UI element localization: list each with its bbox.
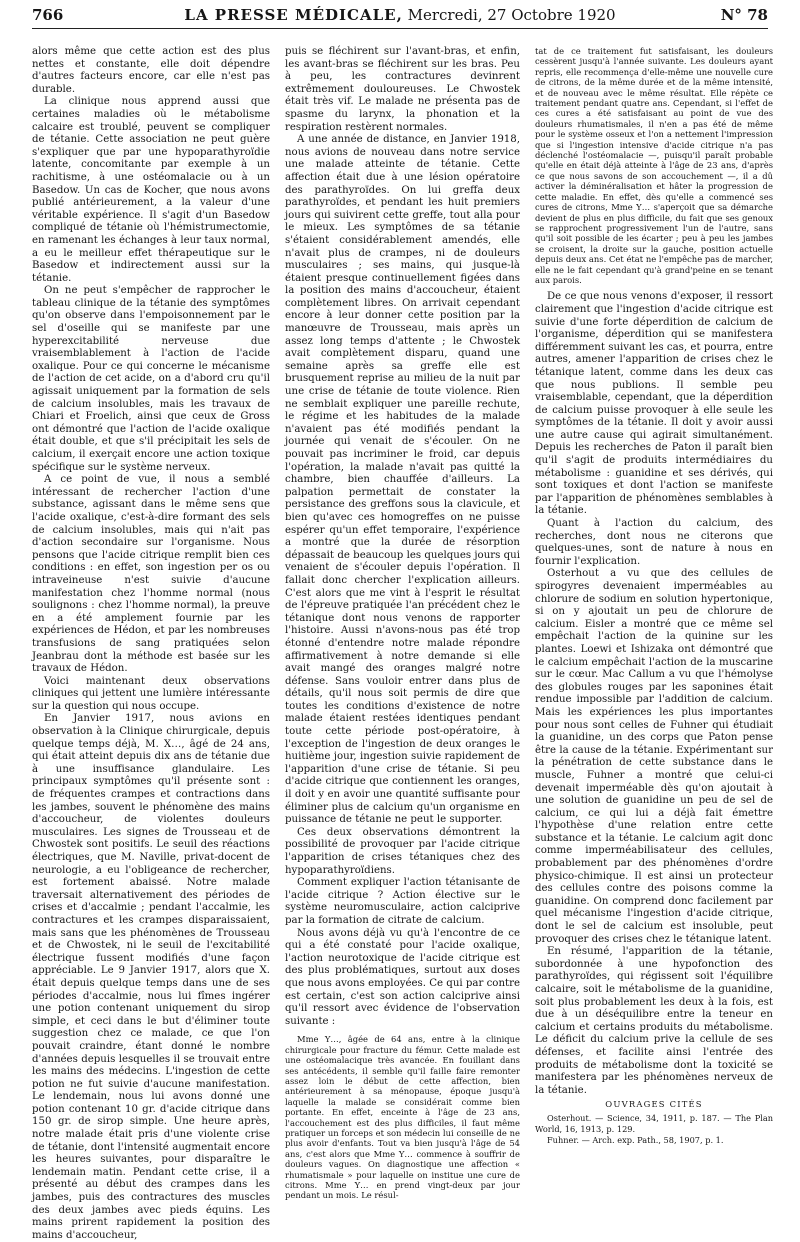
paragraph: Voici maintenant deux observations cliniques qui jettent une lumière intéressante sur la question qui nous occupe.: [32, 675, 270, 712]
running-title: [32, 6, 768, 24]
masthead: LA PRESSE MÉDICALE,: [184, 6, 403, 24]
references-heading: OUVRAGES CITÉS: [605, 1099, 703, 1110]
paragraph: Ces deux observations démontrent la possibilité de provoquer par l'acide citrique l'apparition de crises tétaniques chez des hypoparathyroïdiens.: [285, 826, 520, 876]
paragraph: Quant à l'action du calcium, des recherches, dont nous ne citerons que quelques-unes, sont de nature à nous en fournir l'explication.: [535, 518, 773, 567]
issue-date: Mercredi, 27 Octobre 1920: [407, 6, 616, 24]
paragraph: En Janvier 1917, nous avions en observation à la Clinique chirurgicale, depuis quelque temps déjà, M. X…, âgé de 24 ans, qui était atteint depuis dix ans de tétanie due à une insuffisance glandulaire. Les principaux symptômes qu'il présente sont : de fréquentes crampes et contractions dans les jambes, souvent le phénomène des mains d'accoucheur, de violentes douleurs musculaires. Les signes de Trousseau et de Chwostek sont positifs. Le seuil des réactions électriques, que M. Naville, privat-docent de neurologie, a eu l'obligeance de rechercher, est fortement abaissé. Notre malade traversait alternativement des périodes de crises et d'accalmie ; pendant l'accalmie, les contractures et les crampes disparaissaient, mais sans que les phénomènes de Trousseau et de Chwostek, ni le seuil de l'excitabilité électrique fussent modifiés d'une façon appréciable. Le 9 Janvier 1917, alors que X. était depuis quelque temps dans une de ses périodes d'accalmie, nous lui fîmes ingérer une potion contenant uniquement du sirop simple, et ceci dans le but d'éliminer toute suggestion chez ce malade, ce que l'on pouvait craindre, étant donné le nombre d'années depuis lesquelles il se trouvait entre les mains des médecins. L'ingestion de cette potion ne fut suivie d'aucune manifestation. Le lendemain, nous lui avons donné une potion contenant 10 gr. d'acide citrique dans 150 gr. de sirop simple. Une heure après, notre malade était pris d'une violente crise de tétanie, dont l'intensité augmentait encore les heures suivantes, pour disparaître le lendemain matin. Pendant cette crise, il a présenté au début des crampes dans les jambes, puis des contractures des muscles des deux jambes avec pieds équins. Les mains prirent rapidement la position des mains d'accoucheur,: [32, 713, 270, 1241]
column-1: [32, 46, 270, 1241]
header-rule: [32, 28, 768, 29]
paragraph: Osterhout a vu que des cellules de spirogyres devenaient imperméables au chlorure de sodium en solution hypertonique, si on y ajoutait un peu de chlorure de calcium. Eisler a montré que ce même sel empêchait l'action de la quinine sur les plantes. Loewi et Ishizaka ont démontré que le calcium empêchait l'action de la muscarine sur le cœur. Mac Callum a vu que l'hémolyse des globules rouges par les saponines était rendue impossible par l'addition de calcium. Mais les expériences les plus importantes pour nous sont celles de Fuhner qui étudiait la guanidine, un des corps que Paton pense être la cause de la tétanie. Expérimentant sur la pénétration de cette substance dans le muscle, Fuhner a montré que celui-ci devenait imperméable dès qu'on ajoutait à une solution de guanidine un peu de sel de calcium, ce qui lui a déjà fait émettre l'hypothèse d'une relation entre cette substance et la tétanie. Le calcium agit donc comme imperméabilisateur des cellules, probablement par des phénomènes d'ordre physico-chimique. Il est ainsi un protecteur des cellules contre des poisons comme la guanidine. On comprend donc facilement par quel mécanisme l'ingestion d'acide citrique, dont le sel de calcium est insoluble, peut provoquer des crises chez le tétanique latent.: [535, 568, 773, 945]
paragraph: A une année de distance, en Janvier 1918, nous avions de nouveau dans notre service une malade atteinte de tétanie. Cette affection était due à une lésion opératoire des parathyroïdes. On lui greffa deux parathyroïdes, et pendant les huit premiers jours qui suivirent cette greffe, tout alla pour le mieux. Les symptômes de sa tétanie s'étaient considérablement amendés, elle n'avait plus de crampes, ni de douleurs musculaires ; ses mains, qui jusque-là étaient presque continuellement figées dans la position des mains d'accoucheur, étaient complètement libres. On arrivait cependant encore à leur donner cette position par la manœuvre de Trousseau, mais après un assez long temps d'attente ; le Chwostek avait complètement disparu, quand une semaine après sa greffe elle est brusquement reprise au milieu de la nuit par une crise de tétanie de toute violence. Rien ne semblait expliquer une pareille rechute, le régime et les habitudes de la malade n'avaient pas été modifiés pendant la journée qui venait de s'écouler. On ne pouvait pas incriminer le froid, car depuis l'opération, la malade n'avait pas quitté la chambre, bien chauffée d'ailleurs. La palpation permettait de constater la persistance des greffons sous la clavicule, et bien qu'avec ces homogreffes on ne puisse espérer qu'un effet temporaire, l'expérience a montré que la durée de résorption dépassait de beaucoup les quelques jours qui venaient de s'écouler depuis l'opération. Il fallait donc chercher l'explication ailleurs. C'est alors que me vint à l'esprit le résultat de l'épreuve pratiquée l'an précédent chez le tétanique dont nous venons de rapporter l'histoire. Aussi n'avons-nous pas été trop étonné d'entendre notre malade répondre affirmativement à notre demande si elle avait mangé des oranges malgré notre défense. Sans vouloir entrer dans plus de détails, qu'il nous soit permis de dire que toutes les conditions d'existence de notre malade étaient restées identiques pendant toute cette période post-opératoire, à l'exception de l'ingestion de deux oranges le huitième jour, ingestion suivie rapidement de l'apparition d'une crise de tétanie. Si peu d'acide citrique que contiennent les oranges, il doit y en avoir une quantité suffisante pour éliminer plus de calcium qu'un organisme en puissance de tétanie ne peut le supporter.: [285, 134, 520, 826]
paragraph: En résumé, l'apparition de la tétanie, subordonnée à une hypofonction des parathyroïdes, qui régissent soit l'équilibre calcaire, soit le métabolisme de la guanidine, soit plus probablement les deux à la fois, est due à un déséquilibre entre la teneur en calcium et certains produits du métabolisme. Le déficit du calcium prive la cellule de ses défenses, et facilite ainsi l'entrée des produits de métabolisme dont la toxicité se manifestera par les phénomènes nerveux de la tétanie.: [535, 946, 773, 1096]
paragraph: De ce que nous venons d'exposer, il ressort clairement que l'ingestion d'acide citrique est suivie d'une forte déperdition de calcium de l'organisme, déperdition qui se manifestera différemment suivant les cas, et pourra, entre autres, amener l'apparition de crises chez le tétanique latent, comme dans les deux cas que nous publions. Il semble peu vraisemblable, cependant, que la déperdition de calcium puisse provoquer à elle seule les symptômes de la tétanie. Il doit y avoir aussi une autre cause qui agirait simultanément. Depuis les recherches de Paton il paraît bien qu'il s'agit de produits intermédiaires du métabolisme : guanidine et ses dérivés, qui sont toxiques et dont l'action se manifeste par l'apparition de phénomènes semblables à la tétanie.: [535, 291, 773, 517]
paragraph: Comment expliquer l'action tétanisante de l'acide citrique ? Action élective sur le système neuromusculaire, action calciprive par la formation de citrate de calcium.: [285, 877, 520, 926]
paragraph: On ne peut s'empêcher de rapprocher le tableau clinique de la tétanie des symptômes qu'on observe dans l'empoisonnement par le sel d'oseille qui se manifeste par une hyperexcitabilité nerveuse due vraisemblablement à l'action de l'acide oxalique. Pour ce qui concerne le mécanisme de l'action de cet acide, on a d'abord cru qu'il agissait uniquement par la formation de sels de calcium insolubles, mais les travaux de Chiari et Froelich, ainsi que ceux de Gross ont démontré que l'action de l'acide oxalique était double, et que s'il précipitait les sels de calcium, il exerçait encore une action toxique spécifique sur le système nerveux.: [32, 285, 270, 473]
reference-item: Fuhner. — Arch. exp. Path., 58, 1907, p. 1.: [547, 1134, 724, 1145]
paragraph: La clinique nous apprend aussi que certaines maladies où le métabolisme calcaire est troublé, peuvent se compliquer de tétanie. Cette association ne peut guère s'expliquer que par une hypoparathyroïdie latente, concomitante par exemple à un rachitisme, à une ostéomalacie ou à un Basedow. Un cas de Kocher, que nous avons publié antérieurement, a la valeur d'une véritable expérience. Il s'agit d'un Basedow compliqué de tétanie où l'hémistrumectomie, en ramenant les échanges à leur taux normal, a eu le meilleur effet thérapeutique sur le Basedow et indirectement aussi sur la tétanie.: [32, 96, 270, 284]
page-number: 766: [32, 6, 64, 24]
case-report-continued: tat de ce traitement fut satisfaisant, les douleurs cessèrent jusqu'à l'année suivante. Les douleurs ayant repris, elle recommença d'elle-même une nouvelle cure de citrons, de la même durée et de la même intensité, et de nouveau avec le même résultat. Elle répète ce traitement pendant quatre ans. Cependant, si l'effet de ces cures a été satisfaisant au point de vue des douleurs rhumatismales, il n'en a pas été de même pour le système osseux et l'on a nettement l'impression que si l'ingestion intensive d'acide citrique n'a pas déclenché l'ostéomalacie —, puisqu'il paraît probable qu'elle en était déjà atteinte à l'âge de 23 ans, d'après ce que nous savons de son accouchement —, il a dû activer la déminéralisation et hâter la progression de cette maladie. En effet, dès qu'elle a commencé ses cures de citrons, Mme Y… s'aperçoit que sa démarche devient de plus en plus difficile, du fait que ses genoux se rapprochent progressivement l'un de l'autre, sans qu'il soit possible de les écarter ; peu à peu les jambes se croisent, la droite sur la gauche, position actuelle depuis deux ans. Cet état ne l'empêche pas de marcher, elle ne le fait cependant qu'à grand'peine en se tenant aux parois.: [535, 46, 773, 285]
reference-item: Osterhout. — Science, 34, 1911, p. 187. — The Plan World, 16, 1913, p. 129.: [535, 1113, 773, 1134]
paragraph: puis se fléchirent sur l'avant-bras, et enfin, les avant-bras se fléchirent sur les bras. Peu à peu, les contractures devinrent extrêmement douloureuses. Le Chwostek était très vif. Le malade ne présenta pas de spasme du larynx, la phonation et la respiration restèrent normales.: [285, 46, 520, 133]
column-2: [285, 46, 520, 1201]
paragraph: A ce point de vue, il nous a semblé intéressant de rechercher l'action d'une substance, agissant dans le même sens que l'acide oxalique, c'est-à-dire formant des sels de calcium insolubles, mais qui n'ait pas d'action secondaire sur l'organisme. Nous pensons que l'acide citrique remplit bien ces conditions : en effet, son ingestion per os ou intraveineuse n'est suivie d'aucune manifestation chez l'homme normal (nous soulignons : chez l'homme normal), la preuve en a été amplement fournie par les expériences de Hédon, et par les nombreuses transfusions de sang pratiquées selon Jeanbrau dont la méthode est basée sur les travaux de Hédon.: [32, 474, 270, 675]
case-report: Mme Y…, âgée de 64 ans, entre à la clinique chirurgicale pour fracture du fémur. Cette malade est une ostéomalacique très avancée. En fouillant dans ses antécédents, il semble qu'il faille faire remonter assez loin le début de cette affection, bien antérieurement à sa ménopause, époque jusqu'à laquelle la malade se considérait comme bien portante. En effet, enceinte à l'âge de 23 ans, l'accouchement est des plus difficiles, il faut même pratiquer un forceps et son médecin lui conseille de ne plus avoir d'enfants. Tout va bien jusqu'à l'âge de 54 ans, c'est alors que Mme Y… commence à souffrir de douleurs vagues. On diagnostique une affection « rhumatismale » pour laquelle on institue une cure de citrons. Mme Y… en prend vingt-deux par jour pendant un mois. Le résul-: [285, 1034, 520, 1201]
paragraph: Nous avons déjà vu qu'à l'encontre de ce qui a été constaté pour l'acide oxalique, l'action neurotoxique de l'acide citrique est des plus problématiques, surtout aux doses que nous avons employées. Ce qui par contre est certain, c'est son action calciprive ainsi qu'il ressort avec évidence de l'observation suivante :: [285, 927, 520, 1027]
paragraph: alors même que cette action est des plus nettes et constante, elle doit dépendre d'autres facteurs encore, car elle n'est pas durable.: [32, 46, 270, 95]
column-3: [535, 46, 773, 1145]
issue-number: N° 78: [720, 6, 768, 24]
